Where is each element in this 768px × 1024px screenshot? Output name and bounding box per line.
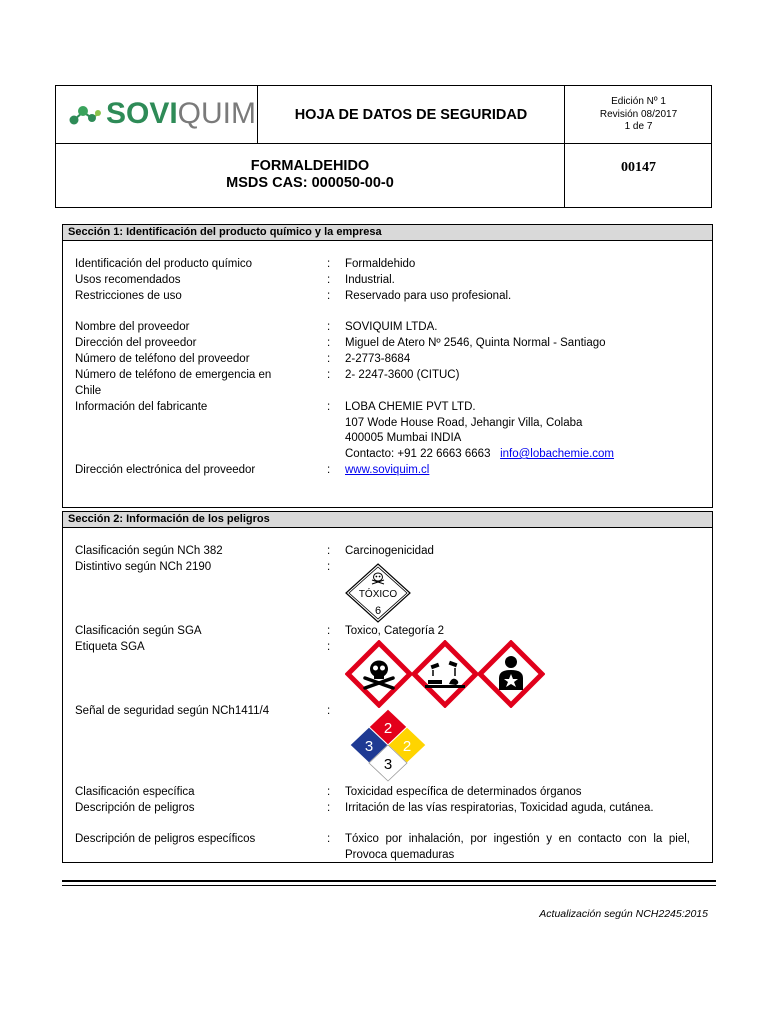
field-value [345, 463, 690, 479]
field-label: Dirección electrónica del proveedor [75, 464, 256, 476]
field-label: Nombre del proveedor [75, 321, 190, 333]
field-value: Miguel de Atero Nº 2546, Quinta Normal - Santiago [345, 337, 606, 349]
colon: : [327, 290, 331, 302]
contact-phone: Contacto: +91 22 6663 6663 [345, 448, 491, 460]
ghs-health-hazard-icon [477, 640, 545, 708]
field-value: 2- 2247-3600 (CITUC) [345, 369, 460, 381]
edition-number: Edición Nº 1 [611, 96, 666, 107]
product-block [56, 158, 564, 192]
manufacturer-name: LOBA CHEMIE PVT LTD. [345, 401, 476, 413]
colon: : [327, 561, 331, 573]
colon: : [327, 464, 331, 476]
colon: : [327, 705, 331, 717]
revision-date: Revisión 08/2017 [599, 108, 678, 120]
field-label: Clasificación según NCh 382 [75, 545, 223, 557]
footer-note: Actualización según NCH2245:2015 [539, 908, 708, 920]
company-logo [68, 90, 256, 138]
document-header [55, 85, 712, 208]
toxic-placard-label: TÓXICO [358, 589, 398, 600]
field-value: SOVIQUIM LTDA. [345, 321, 438, 333]
field-label: Información del fabricante [75, 401, 208, 413]
nfpa-diamond-icon [348, 708, 428, 784]
colon: : [327, 369, 331, 381]
colon: : [327, 833, 331, 845]
field-value: Toxicidad específica de determinados órganos [345, 786, 582, 798]
colon: : [327, 786, 331, 798]
field-value: Formaldehido [345, 258, 416, 270]
edition-info [565, 96, 712, 134]
ghs-skull-crossbones-icon [345, 640, 413, 708]
colon: : [327, 321, 331, 333]
logo-wordmark: SOVIQUIM [105, 97, 256, 130]
field-label: Restricciones de uso [75, 290, 182, 302]
colon: : [327, 401, 331, 413]
ghs-corrosion-icon [411, 640, 479, 708]
footer-rule [62, 880, 716, 882]
colon: : [327, 545, 331, 557]
manufacturer-address: 107 Wode House Road, Jehangir Villa, Colaba [345, 417, 583, 429]
field-label: Clasificación según SGA [75, 625, 202, 637]
colon: : [327, 274, 331, 286]
molecule-icon [68, 100, 102, 128]
manufacturer-city: 400005 Mumbai INDIA [345, 432, 462, 444]
footer-rule [62, 885, 716, 886]
page-number: 1 de 7 [624, 121, 653, 132]
field-value: Irritación de las vías respiratorias, Toxicidad aguda, cutánea. [345, 802, 654, 814]
product-code: 00147 [621, 160, 656, 175]
field-label: Descripción de peligros [75, 802, 195, 814]
product-name: FORMALDEHIDO [250, 158, 370, 174]
field-label: Descripción de peligros específicos [75, 833, 256, 845]
field-label: Dirección del proveedor [75, 337, 197, 349]
section-2-title: Sección 2: Información de los peligros [63, 512, 712, 528]
field-label: Usos recomendados [75, 274, 181, 286]
colon: : [327, 258, 331, 270]
website-link[interactable]: www.soviquim.cl [345, 464, 430, 476]
colon: : [327, 641, 331, 653]
toxic-placard-icon [344, 562, 412, 624]
field-value: Tóxico por inhalación, por ingestión y en contacto con la piel, Provoca quemaduras [345, 833, 690, 861]
section-1-title: Sección 1: Identificación del producto químico y la empresa [63, 225, 712, 241]
field-value: Toxico, Categoría 2 [345, 625, 445, 637]
msds-cas: MSDS CAS: 000050-00-0 [226, 175, 394, 191]
field-label: Etiqueta SGA [75, 641, 145, 653]
field-label: Número de teléfono del proveedor [75, 353, 250, 365]
colon: : [327, 353, 331, 365]
nfpa-special: 3 [383, 756, 393, 773]
field-value: 2-2773-8684 [345, 353, 411, 365]
field-label: Identificación del producto químico [75, 258, 253, 270]
field-label-continued: Chile [75, 385, 102, 397]
field-value: Carcinogenicidad [345, 545, 434, 557]
manufacturer-email-link[interactable]: info@lobachemie.com [500, 448, 615, 460]
divider [56, 143, 711, 144]
toxic-placard-class: 6 [374, 605, 382, 617]
field-value: Reservado para uso profesional. [345, 290, 512, 302]
nfpa-reactivity: 2 [402, 738, 412, 755]
colon: : [327, 337, 331, 349]
colon: : [327, 625, 331, 637]
manufacturer-contact [345, 447, 690, 463]
field-label: Distintivo según NCh 2190 [75, 561, 212, 573]
document-title: HOJA DE DATOS DE SEGURIDAD [294, 106, 528, 123]
nfpa-flammability: 2 [383, 720, 393, 737]
nfpa-health: 3 [364, 738, 374, 755]
field-label: Señal de seguridad según NCh1411/4 [75, 705, 270, 717]
field-value: Industrial. [345, 274, 395, 286]
field-label: Número de teléfono de emergencia en [75, 369, 272, 381]
colon: : [327, 802, 331, 814]
field-label: Clasificación específica [75, 786, 195, 798]
